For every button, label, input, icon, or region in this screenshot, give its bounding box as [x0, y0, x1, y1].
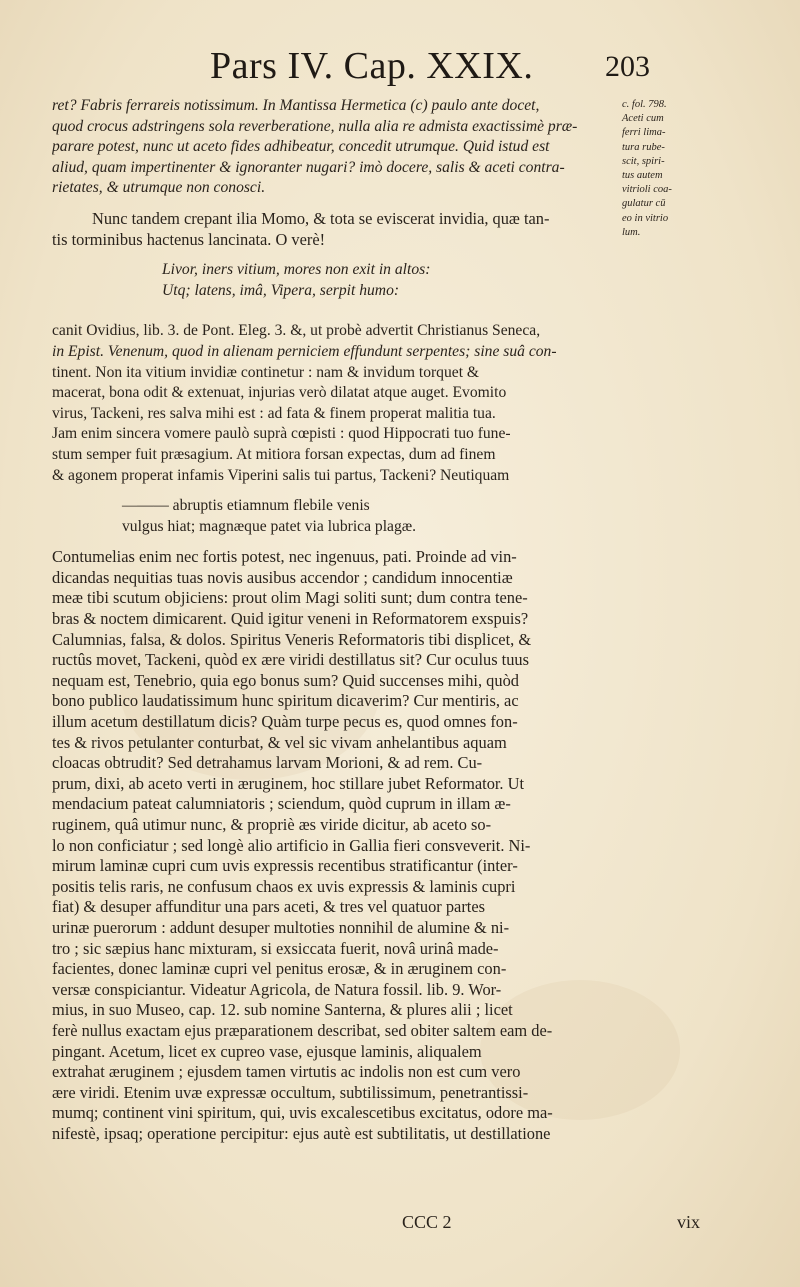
text-line: & agonem properat infamis Viperini salis tui partus, Tackeni? Neutiquam	[52, 466, 510, 484]
text-line: extrahat æruginem ; ejusdem tamen virtutis ac indolis non est cum vero	[52, 1062, 521, 1082]
text-line: positis telis raris, ne confusum chaos ex uvis expressis & laminis cupri	[52, 876, 516, 896]
text-line: bono publico laudatissimum hunc spiritum dicaverim? Cur mentiris, ac	[52, 691, 519, 711]
text-line: mendacium pateat calumniatoris ; sciendum, quòd cuprum in illam æ-	[52, 794, 511, 814]
text-line: aliud, quam impertinenter & ignoranter nugari? imò docere, salis & aceti contra-	[52, 158, 565, 176]
text-line: Nunc tandem crepant ilia Momo, & tota se eviscerat invidia, quæ tan-	[92, 208, 550, 228]
margin-note-line: lum.	[622, 226, 641, 238]
text-line: cloacas obtrudit? Sed detrahamus larvam Morioni, & ad rem. Cu-	[52, 753, 483, 773]
body-text	[52, 96, 618, 1145]
verse-line: Livor, iners vitium, mores non exit in altos:	[162, 261, 431, 279]
text-line: lo non conficiatur ; sed longè alio artificio in Gallia fieri consveverit. Ni-	[52, 835, 531, 855]
text-line: versæ conspiciantur. Videatur Agricola, de Natura fossil. lib. 9. Wor-	[52, 979, 502, 999]
text-line: pingant. Acetum, licet ex cupreo vase, ejusque laminis, aliqualem	[52, 1041, 482, 1061]
text-line: meæ tibi scutum objiciens: prout olim Magi soliti sunt; dum contra tene-	[52, 588, 528, 608]
page-header	[210, 44, 650, 92]
text-line: nequam est, Tenebrio, quia ego bonus sum? Quid succenses mihi, quòd	[52, 670, 519, 690]
text-line: dicandas nequitias tuas novis ausibus accendor ; candidum innocentiæ	[52, 567, 513, 587]
text-line: nifestè, ipsaq; operatione percipitur: ejus autè est subtilitatis, ut destillatione	[52, 1123, 551, 1143]
verse-line: Utq; latens, imâ, Vipera, serpit humo:	[162, 281, 400, 299]
margin-note-line: ferri lima-	[622, 127, 666, 139]
signature-mark: CCC 2	[402, 1212, 452, 1232]
text-line: stum semper fuit præsagium. At mitiora forsan expectas, dum ad finem	[52, 445, 496, 463]
text-line: ret? Fabris ferrareis notissimum. In Mantissa Hermetica (c) paulo ante docet,	[52, 97, 540, 114]
text-line: in Epist. Venenum, quod in alienam perniciem effundunt serpentes; sine suâ con-	[52, 342, 557, 360]
text-line: illum acetum destillatum dicis? Quàm turpe pecus es, quod omnes fon-	[52, 712, 518, 732]
text-line: urinæ puerorum : addunt desuper multoties nonnihil de alumine & ni-	[52, 917, 510, 937]
text-line: Jam enim sincera vomere paulò suprà cœpisti : quod Hippocrati tuo fune-	[52, 425, 511, 443]
catchword: vix	[676, 1212, 700, 1232]
text-line: mirum laminæ cupri cum uvis expressis recentibus stratificantur (inter-	[52, 856, 518, 876]
verse-line: ——— abruptis etiamnum flebile venis	[122, 497, 370, 515]
text-line: macerat, bona odit & extenuat, injurias verò dilatat atque auget. Evomito	[52, 384, 507, 402]
margin-note-line: Aceti cum	[622, 113, 664, 125]
text-line: Contumelias enim nec fortis potest, nec ingenuus, pati. Proinde ad vin-	[52, 547, 517, 567]
text-line: tro ; sic sæpius hanc mixturam, si exsiccata fuerit, novâ urinâ made-	[52, 938, 499, 958]
text-line: ruginem, quâ utimur nunc, & propriè æs viride dicitur, ab aceto so-	[52, 815, 492, 834]
text-line: mumq; continent vini spiritum, qui, uvis excalescetibus excitatus, odore ma-	[52, 1103, 553, 1123]
margin-note	[622, 98, 694, 240]
text-line: prum, dixi, ab aceto verti in æruginem, hoc stillare jubet Reformator. Ut	[52, 773, 525, 793]
text-line: facientes, donec laminæ cupri vel penitus erosæ, & in æruginem con-	[52, 959, 507, 979]
text-line: ructûs movet, Tackeni, quòd ex ære viridi destillatus sit? Cur oculus tuus	[52, 650, 529, 670]
margin-note-line: scit, spiri-	[622, 155, 665, 167]
text-line: canit Ovidius, lib. 3. de Pont. Eleg. 3. &, ut probè advertit Christianus Seneca,	[52, 322, 541, 340]
margin-note-line: gulatur cū	[622, 198, 666, 210]
text-line: rietates, & utrumque non conosci.	[52, 179, 266, 197]
margin-note-line: eo in vitrio	[622, 212, 669, 224]
text-line: tes & rivos petulanter conturbat, & vel sic vivam anhelantibus aquam	[52, 732, 507, 752]
text-line: Calumnias, falsa, & dolos. Spiritus Veneris Reformatoris tibi displicet, &	[52, 629, 532, 649]
text-line: mius, in suo Museo, cap. 12. sub nomine Santerna, & plures alii ; licet	[52, 1000, 513, 1020]
page-number: 203	[605, 50, 650, 83]
text-line: bras & noctem dimicarent. Quid igitur veneni in Reformatorem exspuis?	[52, 609, 529, 629]
margin-note-line: tura rube-	[622, 141, 665, 153]
verse-line: vulgus hiat; magnæque patet via lubrica plagæ.	[122, 517, 417, 535]
margin-note-line: vitrioli coa-	[622, 184, 672, 196]
margin-note-line: tus autem	[622, 170, 663, 182]
running-title: Pars IV. Cap. XXIX.	[210, 45, 534, 87]
text-line: virus, Tackeni, res salva mihi est : ad fata & finem properat malitia tua.	[52, 404, 496, 422]
text-line: tinent. Non ita vitium invidiæ continetur : nam & invidum torquet &	[52, 363, 480, 381]
text-line: quod crocus adstringens sola reverberatione, nulla alia re admista exactissimè præ-	[52, 117, 578, 135]
text-line: ære viridi. Etenim uvæ expressæ occultum, subtilissimum, penetrantissi-	[52, 1082, 529, 1102]
text-line: fiat) & desuper affunditur una pars aceti, & tres vel quatuor partes	[52, 897, 485, 917]
margin-note-line: c. fol. 798.	[622, 99, 667, 110]
text-line: parare potest, nunc ut aceto fides adhibeatur, concedit utrumque. Quid istud est	[52, 138, 550, 156]
text-line: ferè nullus exactam ejus præparationem describat, sed obiter saltem eam de-	[52, 1020, 553, 1040]
text-line: tis torminibus hactenus lancinata. O verè!	[52, 229, 326, 249]
page-footer	[52, 1212, 700, 1236]
